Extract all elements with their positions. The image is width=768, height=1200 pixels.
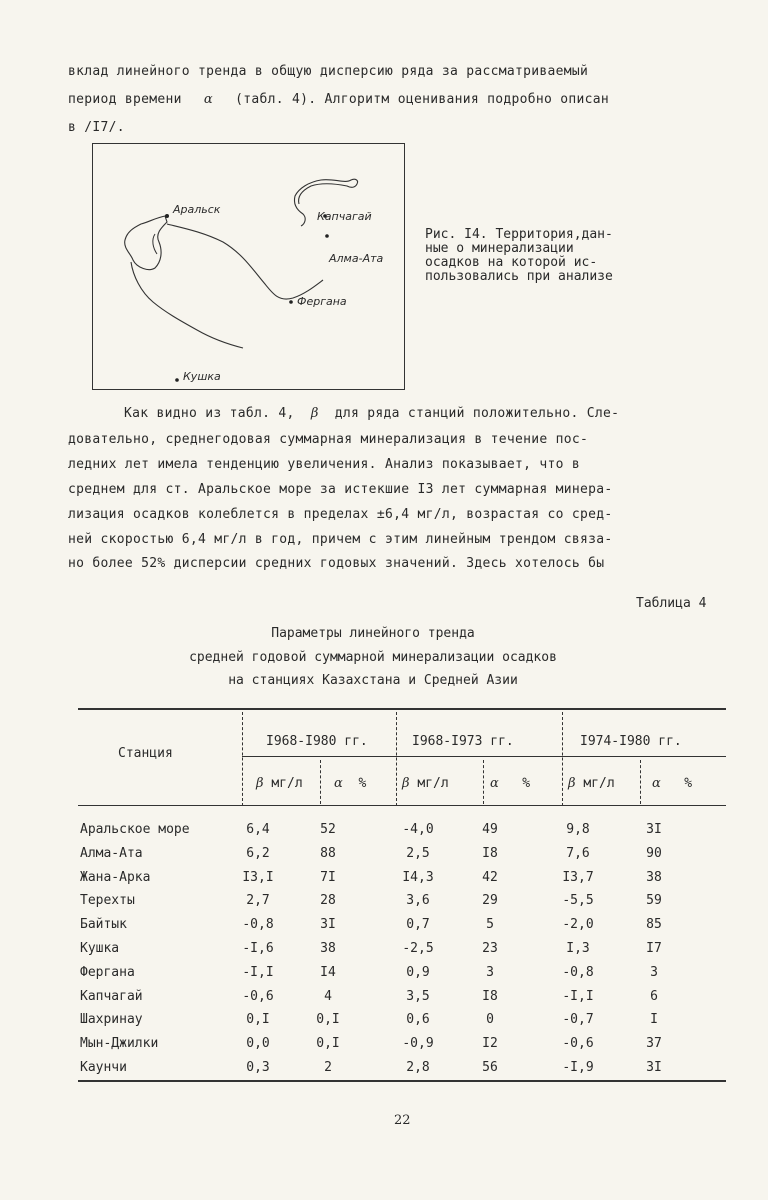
table-cell: I8 bbox=[482, 988, 498, 1004]
table-label: Таблица 4 bbox=[636, 596, 707, 611]
table-cell: 6 bbox=[650, 988, 658, 1004]
paragraph-line-1-a: Как видно из табл. 4, bbox=[124, 406, 295, 421]
aral-inner-line bbox=[153, 234, 157, 254]
table-cell: -5,5 bbox=[562, 893, 594, 909]
table-cell: -0,8 bbox=[562, 964, 594, 980]
table-cell: 6,2 bbox=[246, 845, 270, 861]
vline-2 bbox=[396, 712, 397, 806]
intro-line-2 bbox=[68, 92, 609, 107]
table-cell: 2,8 bbox=[406, 1060, 430, 1075]
vline-1 bbox=[242, 712, 243, 806]
table-cell: 90 bbox=[646, 845, 662, 861]
vline-3 bbox=[562, 712, 563, 806]
table-row-station: Мын-Джилки bbox=[80, 1036, 159, 1052]
river-syr-darya bbox=[167, 224, 323, 299]
table-title-line-2: средней годовой суммарной минерализации осадков bbox=[189, 650, 557, 665]
table-row-station: Фергана bbox=[80, 964, 135, 980]
map-label-fergana: Фергана bbox=[297, 295, 347, 308]
table-cell: -4,0 bbox=[402, 822, 434, 837]
paragraph-line-1-b: для ряда станций положительно. Сле- bbox=[334, 406, 620, 421]
dot-almaata bbox=[325, 234, 329, 238]
map-label-kapchagai: Капчагай bbox=[317, 210, 372, 223]
table-row-station: Байтык bbox=[80, 917, 127, 933]
map-label-kushka: Кушка bbox=[183, 370, 221, 383]
table-cell: 52 bbox=[320, 822, 336, 837]
dot-kushka bbox=[175, 378, 179, 382]
table-cell: 0,I bbox=[246, 1012, 270, 1028]
table-cell: I4 bbox=[320, 964, 336, 980]
table-cell: 28 bbox=[320, 893, 336, 909]
table-cell: -0,7 bbox=[562, 1012, 594, 1028]
table-cell: -0,8 bbox=[242, 917, 274, 933]
table-top-rule bbox=[78, 708, 726, 710]
table-cell: -0,6 bbox=[242, 988, 274, 1004]
table-cell: 59 bbox=[646, 893, 662, 909]
vline-5 bbox=[483, 760, 484, 804]
table-cell: 0,I bbox=[316, 1036, 340, 1052]
alpha-header-3: α % bbox=[652, 776, 693, 791]
table-cell: 3I bbox=[646, 1060, 662, 1075]
table-bottom-rule bbox=[78, 1080, 726, 1082]
table-cell: 3,6 bbox=[406, 893, 430, 909]
vline-6 bbox=[640, 760, 641, 804]
table-cell: 3,5 bbox=[406, 988, 430, 1004]
table-title-line-3: на станциях Казахстана и Средней Азии bbox=[228, 673, 518, 688]
table-cell: 3 bbox=[486, 964, 494, 980]
dot-aralsk bbox=[165, 214, 169, 218]
table-cell: 0,6 bbox=[406, 1012, 430, 1028]
table-cell: 49 bbox=[482, 822, 498, 837]
table-cell: 4 bbox=[324, 988, 332, 1004]
intro-line-3: в /I7/. bbox=[68, 120, 125, 135]
table-cell: 0,I bbox=[316, 1012, 340, 1028]
table-row-station: Алма-Ата bbox=[80, 845, 143, 861]
paragraph-line-7: но более 52% дисперсии средних годовых значений. Здесь хотелось бы bbox=[68, 556, 605, 571]
table-subheader-rule bbox=[242, 756, 726, 757]
paragraph-line-1 bbox=[124, 406, 619, 421]
table-cell: 0,3 bbox=[246, 1060, 270, 1075]
table-cell: 3 bbox=[650, 964, 658, 980]
map-drawing bbox=[93, 144, 406, 391]
table-cell: 0 bbox=[486, 1012, 494, 1028]
table-cell: 3I bbox=[320, 917, 336, 933]
table-cell: I8 bbox=[482, 845, 498, 861]
river-amu-darya bbox=[131, 262, 243, 348]
table-cell: -I,I bbox=[562, 988, 594, 1004]
table-cell: 38 bbox=[646, 869, 662, 885]
table-row-station: Аральское море bbox=[80, 822, 190, 837]
table-cell: 3I bbox=[646, 822, 662, 837]
beta-symbol: β bbox=[310, 406, 319, 421]
map-label-almaata: Алма-Ата bbox=[329, 252, 384, 265]
table-cell: I3,7 bbox=[562, 869, 594, 885]
table-header-rule bbox=[78, 805, 726, 806]
table-cell: I bbox=[650, 1012, 658, 1028]
table-cell: I,3 bbox=[566, 941, 590, 956]
alpha-symbol: α bbox=[203, 92, 214, 107]
table-cell: 37 bbox=[646, 1036, 662, 1052]
table-cell: 7,6 bbox=[566, 845, 590, 861]
table-row-station: Кушка bbox=[80, 941, 120, 956]
table-cell: -2,0 bbox=[562, 917, 594, 933]
beta-header-3: β мг/л bbox=[568, 776, 615, 791]
intro-line-2-b: (табл. 4). Алгоритм оценивания подробно описан bbox=[235, 92, 609, 107]
table-row-station: Шахринау bbox=[80, 1012, 143, 1028]
table-cell: 29 bbox=[482, 893, 498, 909]
beta-header-2: β мг/л bbox=[402, 776, 449, 791]
paragraph-line-5: лизация осадков колеблется в пределах ±6,4 мг/л, возрастая со сред- bbox=[68, 507, 613, 522]
table-cell: 0,0 bbox=[246, 1036, 270, 1052]
page-number: 22 bbox=[394, 1113, 411, 1128]
intro-line-1: вклад линейного тренда в общую дисперсию ряда за рассматриваемый bbox=[68, 64, 589, 79]
table-cell: I4,3 bbox=[402, 869, 434, 885]
table-cell: -0,6 bbox=[562, 1036, 594, 1052]
table-cell: 23 bbox=[482, 941, 498, 956]
period-header-1: I968-I980 гг. bbox=[266, 734, 368, 749]
table-title-line-1: Параметры линейного тренда bbox=[271, 626, 475, 641]
beta-header-1: β мг/л bbox=[256, 776, 303, 791]
table-cell: 56 bbox=[482, 1060, 498, 1075]
table-cell: 0,7 bbox=[406, 917, 430, 933]
table-cell: 2 bbox=[324, 1060, 332, 1075]
paragraph-line-4: среднем для ст. Аральское море за истекшие I3 лет суммарная минера- bbox=[68, 482, 613, 497]
table-row-station: Каунчи bbox=[80, 1060, 127, 1075]
period-header-3: I974-I980 гг. bbox=[580, 734, 682, 749]
table-cell: I7 bbox=[646, 941, 662, 956]
alpha-header-2: α % bbox=[490, 776, 531, 791]
intro-line-2-a: период времени bbox=[68, 92, 182, 107]
table-cell: 88 bbox=[320, 845, 336, 861]
map-label-aralsk: Аральск bbox=[173, 203, 221, 216]
data-table bbox=[78, 708, 726, 1082]
table-cell: I2 bbox=[482, 1036, 498, 1052]
paragraph-line-2: довательно, среднегодовая суммарная минерализация в течение пос- bbox=[68, 432, 589, 447]
table-cell: 2,7 bbox=[246, 893, 270, 909]
table-cell: -0,9 bbox=[402, 1036, 434, 1052]
table-cell: I3,I bbox=[242, 869, 274, 885]
table-cell: 9,8 bbox=[566, 822, 590, 837]
table-cell: 6,4 bbox=[246, 822, 270, 837]
paragraph-line-6: ней скоростью 6,4 мг/л в год, причем с этим линейным трендом связа- bbox=[68, 532, 613, 547]
map-figure bbox=[92, 143, 405, 390]
table-cell: 2,5 bbox=[406, 845, 430, 861]
table-cell: 7I bbox=[320, 869, 336, 885]
dot-fergana bbox=[289, 300, 293, 304]
station-header: Станция bbox=[118, 746, 173, 761]
table-cell: 0,9 bbox=[406, 964, 430, 980]
aral-sea-outline bbox=[125, 216, 167, 270]
table-cell: 42 bbox=[482, 869, 498, 885]
table-cell: 85 bbox=[646, 917, 662, 933]
table-cell: -I,6 bbox=[242, 941, 274, 956]
table-cell: -I,9 bbox=[562, 1060, 594, 1075]
table-row-station: Капчагай bbox=[80, 988, 143, 1004]
table-cell: 38 bbox=[320, 941, 336, 956]
table-cell: 5 bbox=[486, 917, 494, 933]
table-row-station: Терехты bbox=[80, 893, 135, 909]
vline-4 bbox=[320, 760, 321, 804]
paragraph-line-3: ледних лет имела тенденцию увеличения. Анализ показывает, что в bbox=[68, 457, 580, 472]
table-cell: -I,I bbox=[242, 964, 274, 980]
alpha-header-1: α % bbox=[334, 776, 367, 791]
figure-caption: Рис. I4. Территория,дан- ные о минерализации осадков на которой ис- пользовались при анализе bbox=[425, 227, 613, 284]
table-row-station: Жана-Арка bbox=[80, 869, 151, 885]
period-header-2: I968-I973 гг. bbox=[412, 734, 514, 749]
table-cell: -2,5 bbox=[402, 941, 434, 956]
